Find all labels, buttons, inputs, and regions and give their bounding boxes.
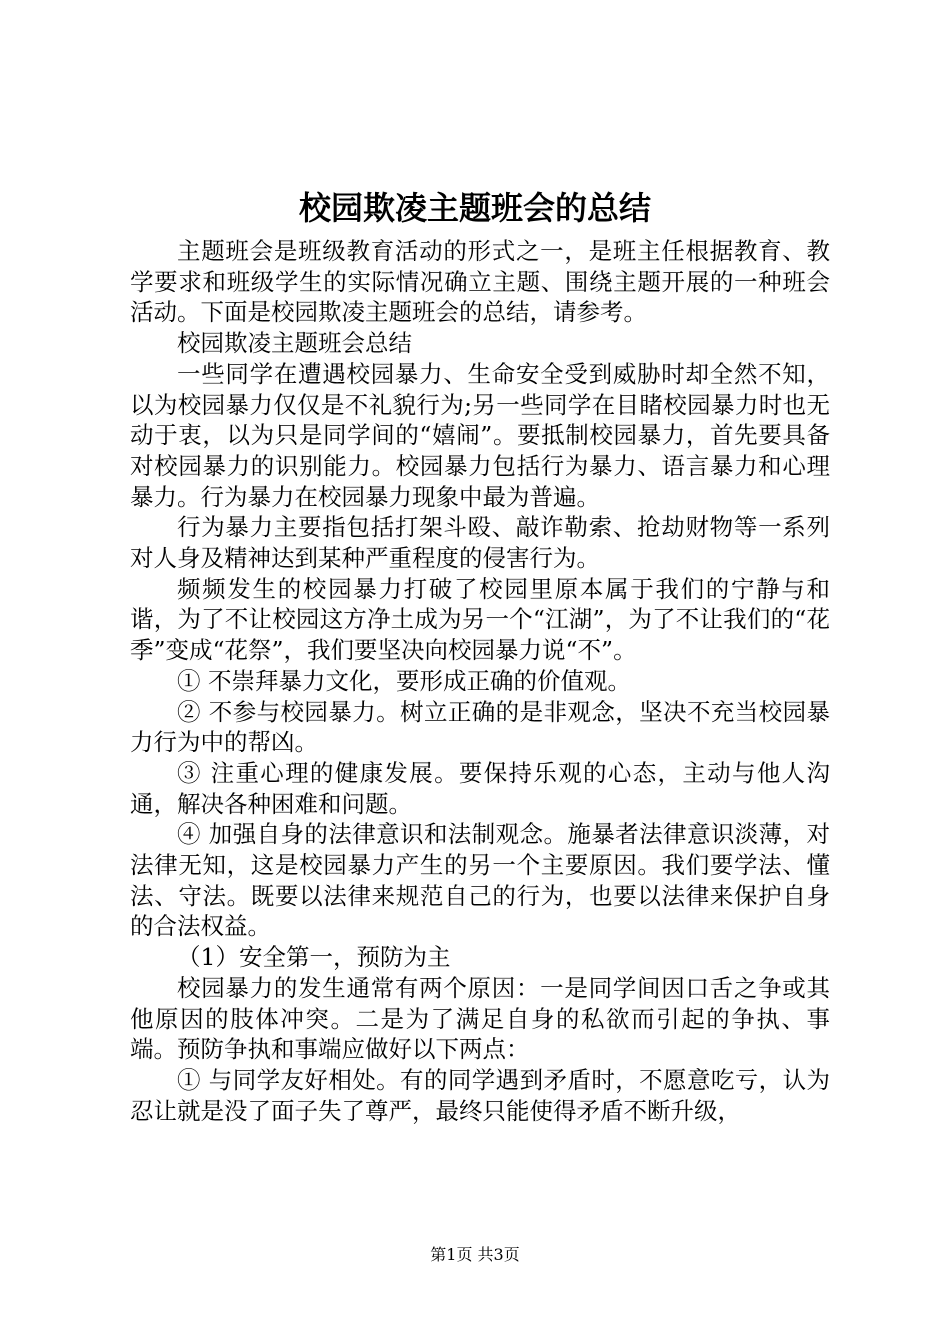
paragraph-point-4: ④ 加强自身的法律意识和法制观念。施暴者法律意识淡薄，对法律无知，这是校园暴力产生的另一个主要原因。我们要学法、懂法、守法。既要以法律来规范自己的行为，也要以法律来保护自身的合法权益。 bbox=[130, 820, 830, 941]
paragraph-point-1: ① 不崇拜暴力文化，要形成正确的价值观。 bbox=[177, 666, 631, 695]
paragraph-intro: 主题班会是班级教育活动的形式之一，是班主任根据教育、教学要求和班级学生的实际情况确立主题、围绕主题开展的一种班会活动。下面是校园欺凌主题班会的总结，请参考。 bbox=[130, 237, 830, 327]
paragraph-say-no: 频频发生的校园暴力打破了校园里原本属于我们的宁静与和谐，为了不让校园这方净土成为另一个“江湖”，为了不让我们的“花季”变成“花祭”，我们要坚决向校园暴力说“不”。 bbox=[130, 574, 830, 665]
paragraph-friendly: ① 与同学友好相处。有的同学遇到矛盾时，不愿意吃亏，认为忍让就是没了面子失了尊严，最终只能使得矛盾不断升级， bbox=[130, 1065, 830, 1125]
page-footer: 第1页 共3页 bbox=[430, 1245, 520, 1264]
paragraph-violence-recognition: 一些同学在遭遇校园暴力、生命安全受到威胁时却全然不知，以为校园暴力仅仅是不礼貌行为;另一些同学在目睹校园暴力时也无动于衷，以为只是同学间的“嬉闹”。要抵制校园暴力，首先要具备对校园暴力的识别能力。校园暴力包括行为暴力、语言暴力和心理暴力。行为暴力在校园暴力现象中最为普遍。 bbox=[130, 359, 830, 511]
paragraph-point-2: ② 不参与校园暴力。树立正确的是非观念，坚决不充当校园暴力行为中的帮凶。 bbox=[130, 697, 830, 757]
document-body bbox=[130, 236, 830, 1126]
paragraph-point-3: ③ 注重心理的健康发展。要保持乐观的心态，主动与他人沟通，解决各种困难和问题。 bbox=[130, 758, 830, 818]
paragraph-section-heading: （1）安全第一，预防为主 bbox=[177, 943, 451, 972]
paragraph-causes: 校园暴力的发生通常有两个原因：一是同学间因口舌之争或其他原因的肢体冲突。二是为了满足自身的私欲而引起的争执、事端。预防争执和事端应做好以下两点： bbox=[130, 973, 830, 1064]
paragraph-subheading: 校园欺凌主题班会总结 bbox=[177, 329, 412, 358]
document-title: 校园欺凌主题班会的总结 bbox=[298, 189, 651, 227]
paragraph-behavior-violence: 行为暴力主要指包括打架斗殴、敲诈勒索、抢劫财物等一系列对人身及精神达到某种严重程度的侵害行为。 bbox=[130, 513, 830, 573]
